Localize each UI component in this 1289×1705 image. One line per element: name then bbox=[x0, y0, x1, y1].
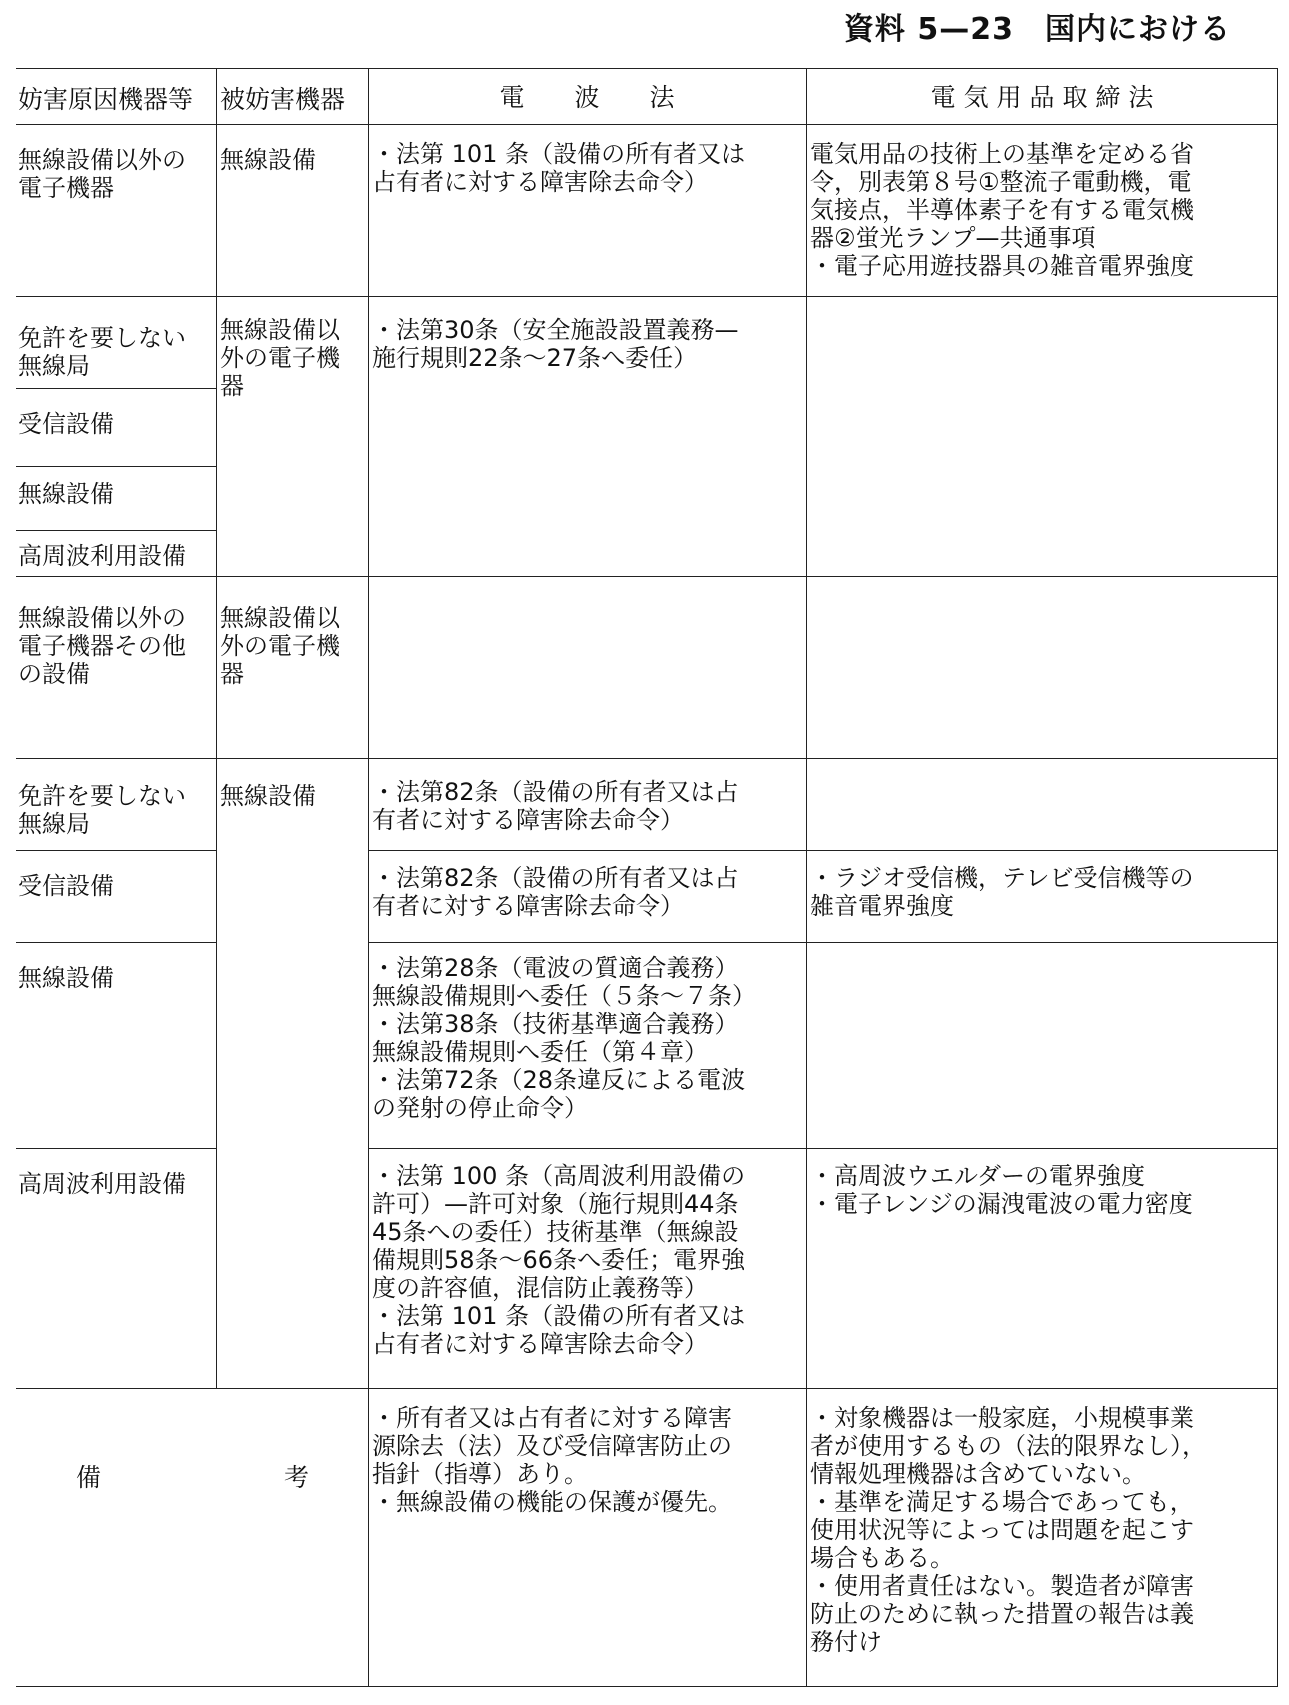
s4-row4-source: 高周波利用設備 bbox=[18, 1170, 186, 1198]
s1-radio-law: ・法第 101 条（設備の所有者又は 占有者に対する障害除去命令） bbox=[372, 140, 746, 196]
table-top-rule bbox=[16, 68, 1278, 69]
s3-source: 無線設備以外の 電子機器その他 の設備 bbox=[18, 604, 186, 688]
s2-radio-law: ・法第30条（安全施設設置義務— 施行規則22条～27条へ委任） bbox=[372, 316, 739, 372]
section2-inner-rule-3 bbox=[16, 530, 216, 531]
remarks-label-left: 備 bbox=[76, 1464, 102, 1492]
s2-source-receiving-equipment: 受信設備 bbox=[18, 410, 114, 438]
section4-row2-law-rule bbox=[368, 942, 1278, 943]
s1-electrical-appliance-law: 電気用品の技術上の基準を定める省 令，別表第８号①整流子電動機，電 気接点，半導体素子を有する電気機 器②蛍光ランプ—共通事項 ・電子応用遊技器具の雑音電界強度 bbox=[810, 140, 1194, 280]
s4-row4-radio-law: ・法第 100 条（高周波利用設備の 許可）—許可対象（施行規則44条 45条への委任）技術基準（無線設 備規則58条～66条へ委任；電界強 度の許容値，混信防止義務等） ・法第 101 条（設備の所有者又は 占有者に対する障害除去命令） bbox=[372, 1162, 746, 1358]
interference-regulation-table bbox=[16, 68, 1278, 1688]
s2-source-radio-equipment: 無線設備 bbox=[18, 480, 114, 508]
remarks-electrical-appliance-law: ・対象機器は一般家庭，小規模事業 者が使用するもの（法的限界なし）， 情報処理機器は含めていない。 ・基準を満足する場合であっても， 使用状況等によっては問題を起こす 場合もある。 ・使用者責任はない。製造者が障害 防止のために執った措置の報告は義 務付け bbox=[810, 1404, 1206, 1656]
header-bottom-rule bbox=[16, 124, 1278, 125]
section4-row3-source-rule bbox=[16, 1148, 216, 1149]
remarks-label-right: 考 bbox=[284, 1464, 310, 1492]
section1-bottom-rule bbox=[16, 296, 1278, 297]
section4-bottom-rule bbox=[16, 1388, 1278, 1389]
s4-row2-electrical-appliance-law: ・ラジオ受信機，テレビ受信機等の 雑音電界強度 bbox=[810, 864, 1194, 920]
header-radio-law: 電 波 法 bbox=[499, 83, 675, 112]
col-victim-radio-divider bbox=[368, 68, 369, 1686]
col-source-victim-divider bbox=[216, 68, 217, 1388]
col-radio-elec-divider bbox=[806, 68, 807, 1686]
s4-row2-source: 受信設備 bbox=[18, 872, 114, 900]
s4-row2-radio-law: ・法第82条（設備の所有者又は占 有者に対する障害除去命令） bbox=[372, 864, 739, 920]
section4-row1-source-rule bbox=[16, 850, 216, 851]
section4-row3-law-rule bbox=[368, 1148, 1278, 1149]
section4-row1-law-rule bbox=[368, 850, 1278, 851]
header-electrical-appliance-law: 電 気 用 品 取 締 法 bbox=[930, 83, 1154, 112]
remarks-radio-law: ・所有者又は占有者に対する障害 源除去（法）及び受信障害防止の 指針（指導）あり。 ・無線設備の機能の保護が優先。 bbox=[372, 1404, 732, 1516]
s3-victim: 無線設備以 外の電子機 器 bbox=[220, 604, 340, 688]
document-title: 資料 5—23 国内における bbox=[843, 12, 1231, 47]
s2-source-unlicensed-station: 免許を要しない 無線局 bbox=[18, 324, 186, 380]
s4-row4-electrical-appliance-law: ・高周波ウエルダーの電界強度 ・電子レンジの漏洩電波の電力密度 bbox=[810, 1162, 1193, 1218]
table-bottom-rule bbox=[16, 1686, 1278, 1687]
s4-row1-radio-law: ・法第82条（設備の所有者又は占 有者に対する障害除去命令） bbox=[372, 778, 739, 834]
s1-source: 無線設備以外の 電子機器 bbox=[18, 146, 186, 202]
section3-bottom-rule bbox=[16, 758, 1278, 759]
s2-victim: 無線設備以 外の電子機 器 bbox=[220, 316, 340, 400]
s1-victim: 無線設備 bbox=[220, 146, 316, 174]
header-source: 妨害原因機器等 bbox=[18, 85, 194, 114]
section4-row2-source-rule bbox=[16, 942, 216, 943]
s2-source-high-frequency-equipment: 高周波利用設備 bbox=[18, 542, 186, 570]
section2-bottom-rule bbox=[16, 576, 1278, 577]
table-right-border bbox=[1277, 68, 1278, 1686]
s4-victim: 無線設備 bbox=[220, 782, 316, 810]
header-victim: 被妨害機器 bbox=[220, 85, 346, 114]
section2-inner-rule-2 bbox=[16, 466, 216, 467]
s4-row3-source: 無線設備 bbox=[18, 964, 114, 992]
section2-inner-rule-1 bbox=[16, 388, 216, 389]
s4-row1-source: 免許を要しない 無線局 bbox=[18, 782, 186, 838]
s4-row3-radio-law: ・法第28条（電波の質適合義務） 無線設備規則へ委任（５条～７条） ・法第38条（技術基準適合義務） 無線設備規則へ委任（第４章） ・法第72条（28条違反による電波 の発射の停止命令） bbox=[372, 954, 756, 1122]
